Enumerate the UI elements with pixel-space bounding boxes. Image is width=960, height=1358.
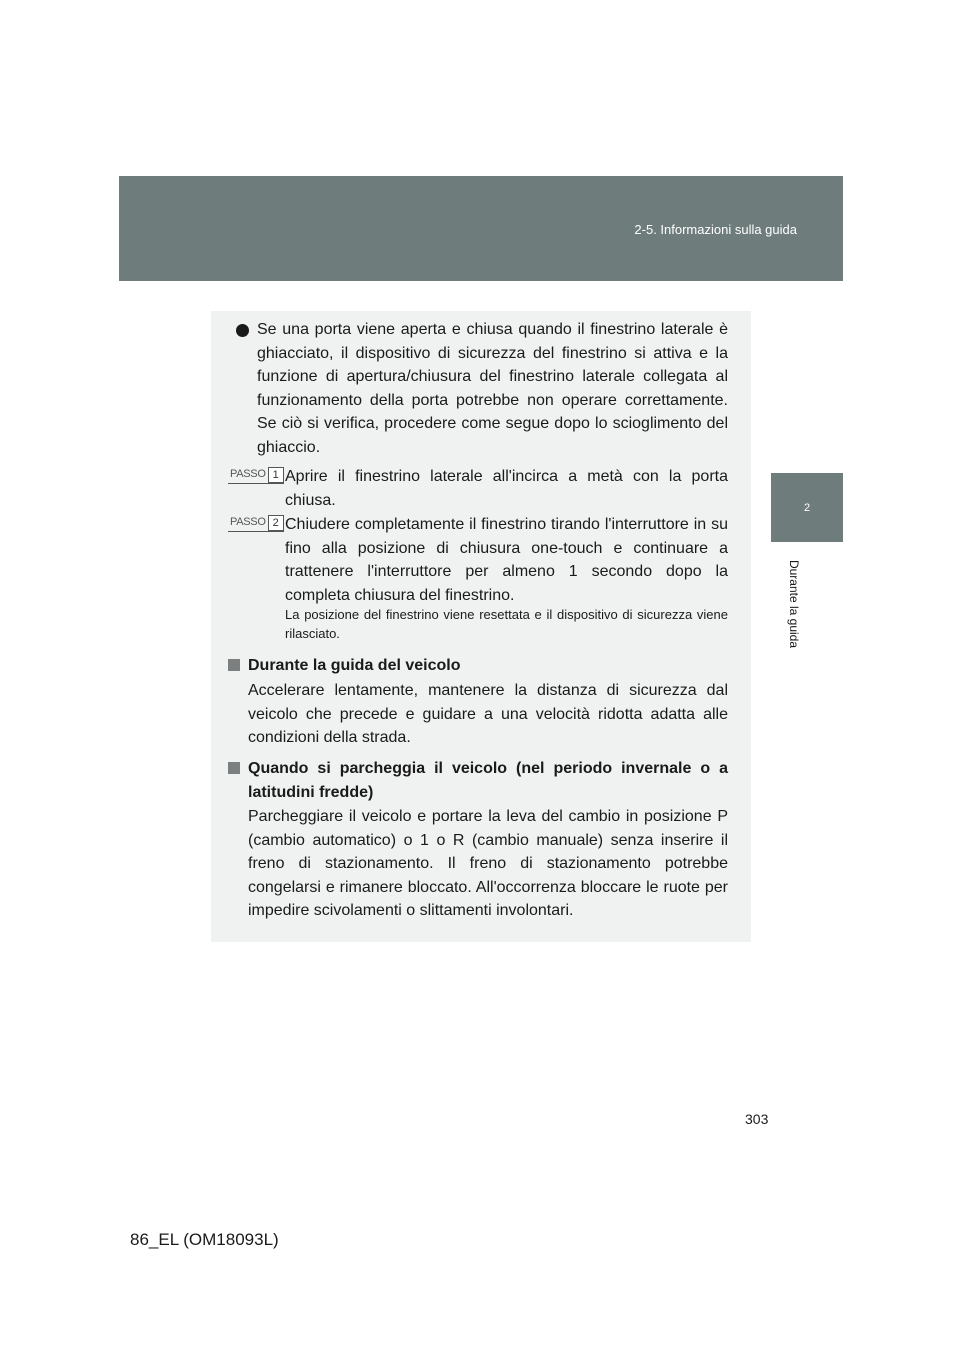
step-text: Chiudere completamente il finestrino tirando l'interruttore in su fino alla posizione di chiusura one-touch e continuare a trattenere l'interruttore per almeno 1 secondo dopo la completa chiusura del finestrino.	[285, 516, 728, 604]
subsection-heading-parking	[228, 757, 728, 804]
step-note: La posizione del finestrino viene resettata e il dispositivo di sicurezza viene rilasciato.	[285, 607, 728, 641]
chapter-label	[787, 548, 801, 660]
subsection-body-driving: Accelerare lentamente, mantenere la distanza di sicurezza dal veicolo che precede e guidare a una velocità ridotta adatta alle condizioni della strada.	[248, 682, 728, 747]
step-badge-number: 2	[268, 515, 284, 531]
document-code: 86_EL (OM18093L)	[130, 1230, 279, 1249]
bullet-dot-icon	[236, 324, 249, 337]
chapter-tab	[771, 473, 843, 542]
subsection-heading-text: Quando si parcheggia il veicolo (nel periodo invernale o a latitudini fredde)	[248, 760, 728, 801]
bullet-item	[236, 318, 728, 460]
step-text: Aprire il finestrino laterale all'incirca a metà con la porta chiusa.	[285, 468, 728, 509]
section-title: 2-5. Informazioni sulla guida	[634, 222, 797, 237]
subsection-heading-driving	[228, 654, 728, 678]
page-number: 303	[745, 1111, 769, 1127]
step-badge-word: PASSO	[230, 468, 266, 480]
square-bullet-icon	[228, 659, 240, 671]
square-bullet-icon	[228, 762, 240, 774]
step-badge-number: 1	[268, 467, 284, 483]
step-badge-word: PASSO	[230, 516, 266, 528]
step-badge-icon	[228, 467, 284, 484]
bullet-text: Se una porta viene aperta e chiusa quando il finestrino laterale è ghiacciato, il dispositivo di sicurezza del finestrino si attiva e la funzione di apertura/chiusura del finestrino laterale collegata al funzionamento della porta potrebbe non operare correttamente. Se ciò si verifica, procedere come segue dopo lo scioglimento del ghiaccio.	[257, 321, 728, 456]
step-badge-icon	[228, 515, 284, 532]
subsection-body-parking: Parcheggiare il veicolo e portare la leva del cambio in posizione P (cambio automatico) o 1 o R (cambio manuale) senza inserire il freno di stazionamento. Il freno di stazionamento potrebbe congelarsi e rimanere bloccato. All'occorrenza bloccare le ruote per impedire scivolamenti o slittamenti involontari.	[248, 808, 728, 920]
step-2	[228, 513, 728, 607]
header-band	[119, 176, 843, 281]
step-1	[228, 465, 728, 512]
chapter-number: 2	[803, 502, 811, 514]
subsection-heading-text: Durante la guida del veicolo	[248, 657, 461, 674]
chapter-label-text: Durante la guida	[787, 559, 801, 649]
